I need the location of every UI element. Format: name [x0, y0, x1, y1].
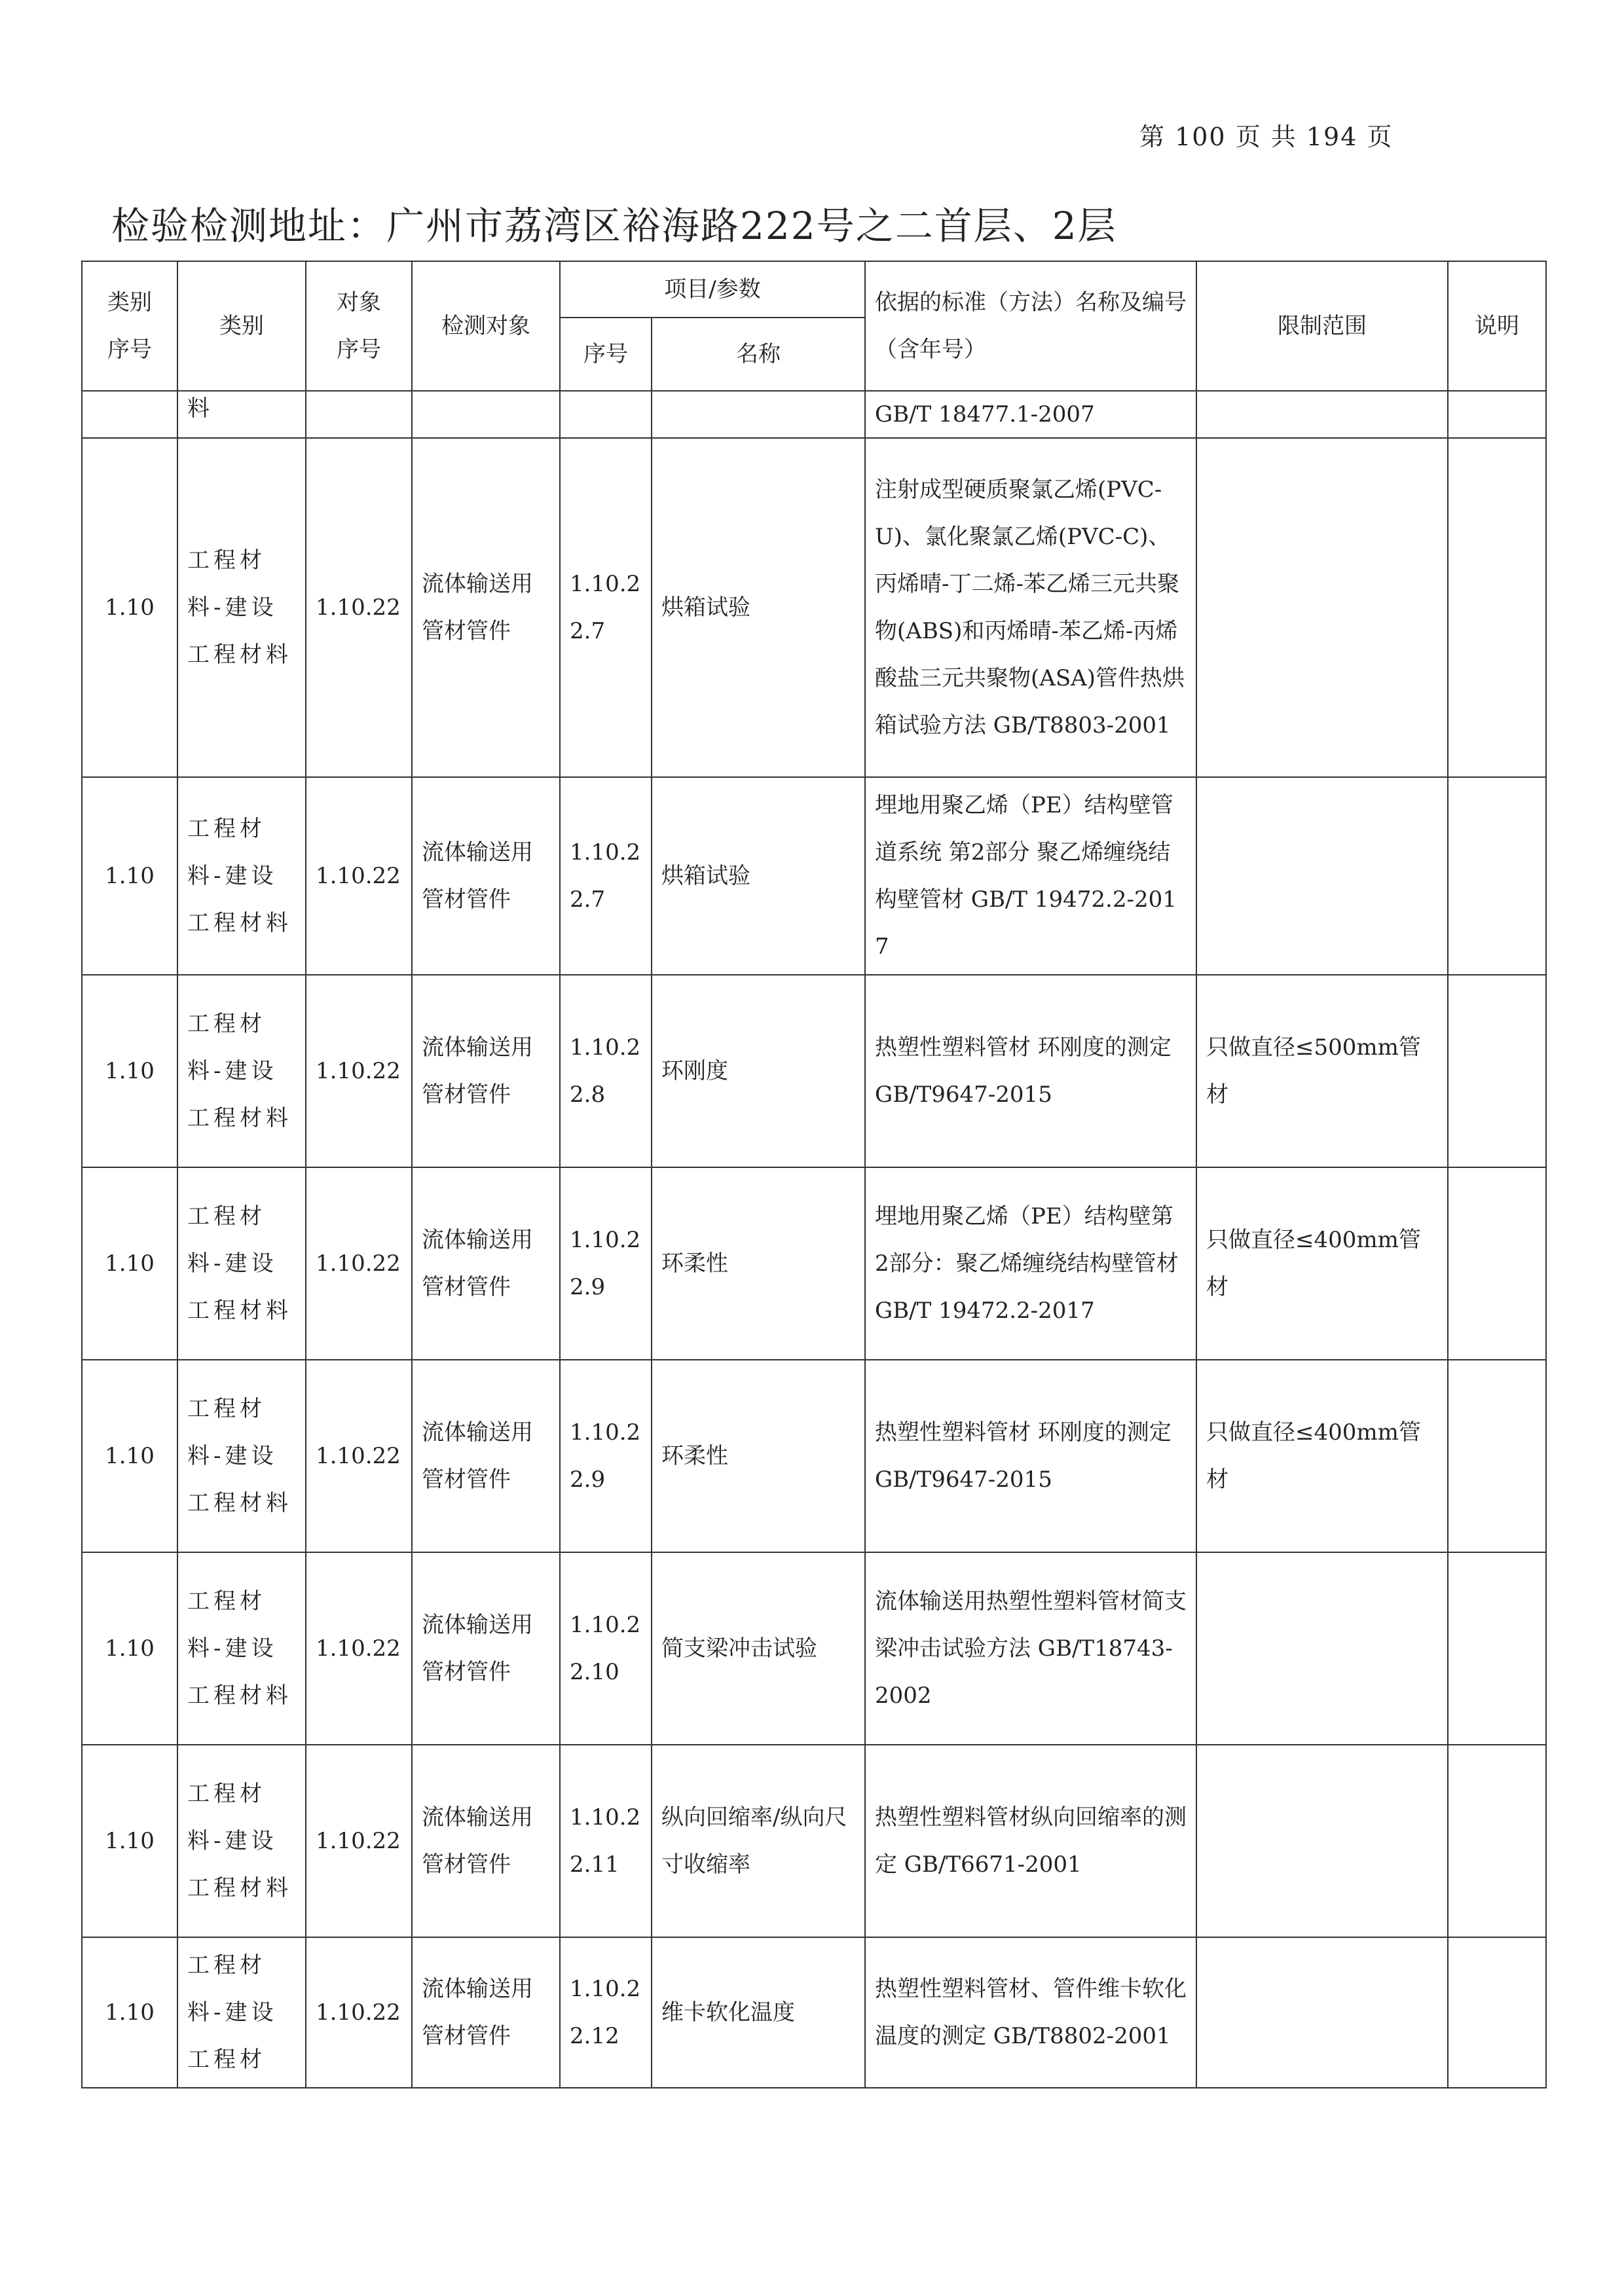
cell-note [1448, 975, 1546, 1167]
cell-standard: GB/T 18477.1-2007 [865, 391, 1196, 438]
cell-obj: 流体输送用管材管件 [412, 1360, 560, 1552]
header-item-name: 名称 [652, 318, 865, 391]
cell-category: 工程材料-建设工程材料 [177, 1167, 306, 1360]
table-row [82, 1167, 1546, 1360]
header-item-group: 项目/参数 [560, 261, 865, 318]
header-obj: 检测对象 [412, 261, 560, 391]
cell-obj: 流体输送用管材管件 [412, 777, 560, 975]
cell-note [1448, 1552, 1546, 1745]
cell-standard: 埋地用聚乙烯（PE）结构壁管道系统 第2部分 聚乙烯缠绕结构壁管材 GB/T 19472.2-2017 [865, 777, 1196, 975]
cell-item-name: 环刚度 [652, 975, 865, 1167]
cell-obj: 流体输送用管材管件 [412, 975, 560, 1167]
cell-obj: 流体输送用管材管件 [412, 438, 560, 777]
cell-standard: 热塑性塑料管材、管件维卡软化温度的测定 GB/T8802-2001 [865, 1937, 1196, 2088]
cell-cat-no: 1.10 [82, 1745, 177, 1937]
cell-cat-no: 1.10 [82, 975, 177, 1167]
cell-note [1448, 438, 1546, 777]
cell-standard: 热塑性塑料管材 环刚度的测定 GB/T9647-2015 [865, 1360, 1196, 1552]
table-row [82, 391, 1546, 438]
cell-obj-no: 1.10.22 [306, 438, 412, 777]
cell-item-no [560, 391, 652, 438]
cell-item-name: 环柔性 [652, 1360, 865, 1552]
header-category: 类别 [177, 261, 306, 391]
cell-item-name: 简支梁冲击试验 [652, 1552, 865, 1745]
cell-obj: 流体输送用管材管件 [412, 1167, 560, 1360]
cell-obj-no: 1.10.22 [306, 1745, 412, 1937]
cell-obj-no: 1.10.22 [306, 1937, 412, 2088]
cell-limit [1196, 777, 1448, 975]
cell-limit [1196, 1937, 1448, 2088]
cell-item-name: 纵向回缩率/纵向尺寸收缩率 [652, 1745, 865, 1937]
cell-obj: 流体输送用管材管件 [412, 1745, 560, 1937]
cell-note [1448, 1937, 1546, 2088]
cell-item-no: 1.10.22.11 [560, 1745, 652, 1937]
table-row [82, 438, 1546, 777]
table-row [82, 975, 1546, 1167]
cell-cat-no: 1.10 [82, 1937, 177, 2088]
cell-category: 工程材料-建设工程材 [177, 1937, 306, 2088]
cell-item-no: 1.10.22.8 [560, 975, 652, 1167]
cell-category: 工程材料-建设工程材料 [177, 1552, 306, 1745]
cell-standard: 热塑性塑料管材 环刚度的测定 GB/T9647-2015 [865, 975, 1196, 1167]
cell-item-no: 1.10.22.7 [560, 438, 652, 777]
cell-standard: 热塑性塑料管材纵向回缩率的测定 GB/T6671-2001 [865, 1745, 1196, 1937]
table-row [82, 1360, 1546, 1552]
cell-category: 工程材料-建设工程材料 [177, 975, 306, 1167]
cell-cat-no: 1.10 [82, 777, 177, 975]
cell-obj [412, 391, 560, 438]
cell-note [1448, 1745, 1546, 1937]
header-row [82, 261, 1546, 318]
cell-limit [1196, 391, 1448, 438]
cell-item-name [652, 391, 865, 438]
cell-limit [1196, 438, 1448, 777]
cell-cat-no: 1.10 [82, 1167, 177, 1360]
cell-obj-no: 1.10.22 [306, 1552, 412, 1745]
cell-category: 工程材料-建设工程材料 [177, 777, 306, 975]
header-item-no: 序号 [560, 318, 652, 391]
cell-limit: 只做直径≤500mm管材 [1196, 975, 1448, 1167]
cell-category: 工程材料-建设工程材料 [177, 438, 306, 777]
cell-limit: 只做直径≤400mm管材 [1196, 1360, 1448, 1552]
cell-note [1448, 1167, 1546, 1360]
cell-limit [1196, 1745, 1448, 1937]
cell-item-name: 烘箱试验 [652, 777, 865, 975]
cell-item-no: 1.10.22.7 [560, 777, 652, 975]
header-limit: 限制范围 [1196, 261, 1448, 391]
cell-note [1448, 391, 1546, 438]
cell-obj: 流体输送用管材管件 [412, 1937, 560, 2088]
cell-note [1448, 777, 1546, 975]
cell-note [1448, 1360, 1546, 1552]
cell-cat-no [82, 391, 177, 438]
cell-cat-no: 1.10 [82, 438, 177, 777]
cell-item-no: 1.10.22.9 [560, 1360, 652, 1552]
cell-item-name: 环柔性 [652, 1167, 865, 1360]
cell-category: 料 [177, 391, 306, 438]
cell-obj-no: 1.10.22 [306, 1360, 412, 1552]
test-scope-table [81, 261, 1547, 2088]
cell-standard: 流体输送用热塑性塑料管材简支梁冲击试验方法 GB/T18743-2002 [865, 1552, 1196, 1745]
cell-cat-no: 1.10 [82, 1360, 177, 1552]
cell-cat-no: 1.10 [82, 1552, 177, 1745]
cell-obj-no: 1.10.22 [306, 1167, 412, 1360]
table-row [82, 1552, 1546, 1745]
table-row [82, 1937, 1546, 2088]
table-row [82, 777, 1546, 975]
cell-item-no: 1.10.22.10 [560, 1552, 652, 1745]
page-number: 第 100 页 共 194 页 [1139, 122, 1393, 151]
cell-item-no: 1.10.22.9 [560, 1167, 652, 1360]
cell-limit [1196, 1552, 1448, 1745]
cell-item-no: 1.10.22.12 [560, 1937, 652, 2088]
cell-limit: 只做直径≤400mm管材 [1196, 1167, 1448, 1360]
header-obj-no: 对象 序号 [306, 261, 412, 391]
header-note: 说明 [1448, 261, 1546, 391]
cell-standard: 注射成型硬质聚氯乙烯(PVC-U)、氯化聚氯乙烯(PVC-C)、丙烯晴-丁二烯-苯乙烯三元共聚物(ABS)和丙烯晴-苯乙烯-丙烯酸盐三元共聚物(ASA)管件热烘箱试验方法 GB/T8803-2001 [865, 438, 1196, 777]
header-standard: 依据的标准（方法）名称及编号（含年号） [865, 261, 1196, 391]
header-cat-no: 类别 序号 [82, 261, 177, 391]
cell-category: 工程材料-建设工程材料 [177, 1745, 306, 1937]
cell-obj-no: 1.10.22 [306, 777, 412, 975]
table-row [82, 1745, 1546, 1937]
cell-standard: 埋地用聚乙烯（PE）结构壁第2部分：聚乙烯缠绕结构壁管材GB/T 19472.2-2017 [865, 1167, 1196, 1360]
cell-obj-no [306, 391, 412, 438]
cell-obj: 流体输送用管材管件 [412, 1552, 560, 1745]
cell-item-name: 维卡软化温度 [652, 1937, 865, 2088]
cell-category: 工程材料-建设工程材料 [177, 1360, 306, 1552]
cell-item-name: 烘箱试验 [652, 438, 865, 777]
testing-address: 检验检测地址：广州市荔湾区裕海路222号之二首层、2层 [111, 204, 1117, 248]
cell-obj-no: 1.10.22 [306, 975, 412, 1167]
